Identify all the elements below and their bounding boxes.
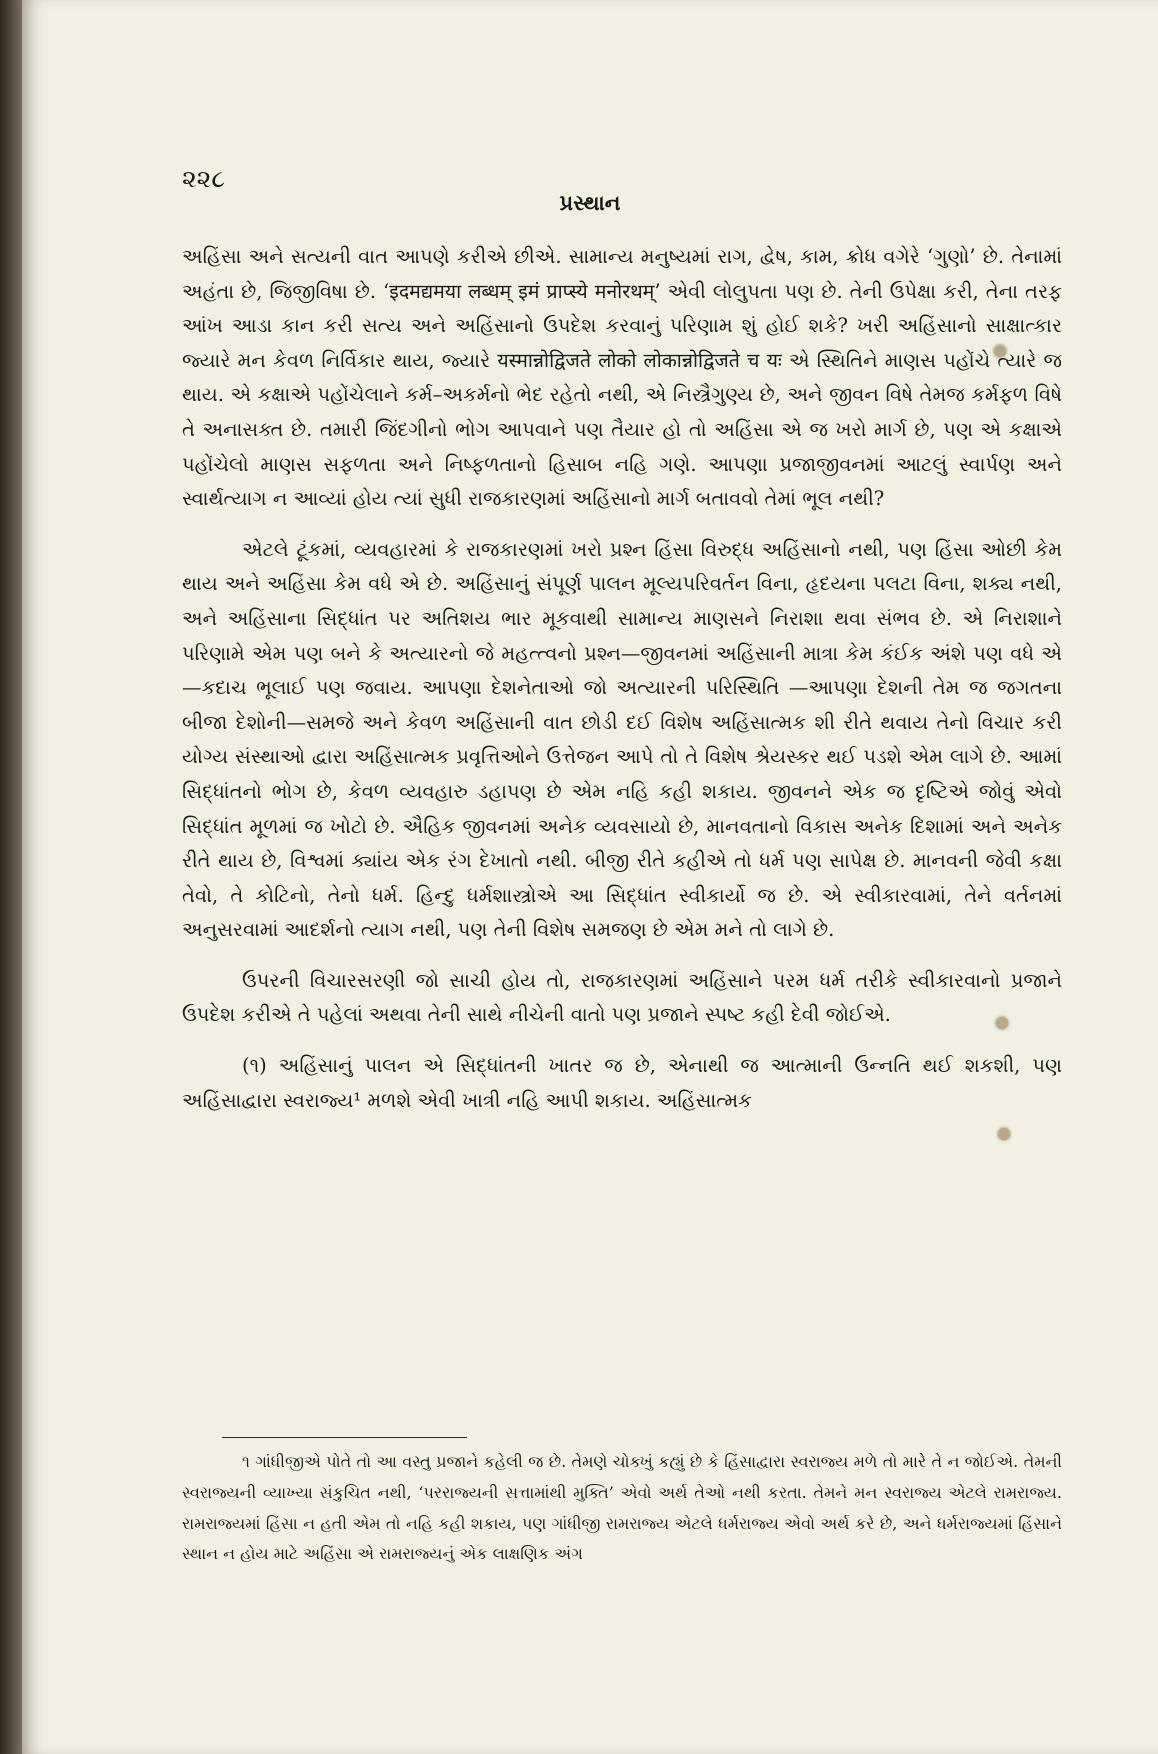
footnote: ૧ ગાંધીજીએ પોતે તો આ વસ્તુ પ્રજાને કહેલી જ છે. તેમણે ચોક્ખું કહ્યું છે કે હિંસાદ્વારા સ્વરાજ્ય મળે તો મારે તે ન જોઈએ. તેમની સ્વરાજ્યની વ્યાખ્યા સંકુચિત નથી, ‘પરરાજ્યની સત્તામાંથી મુક્તિ’ એવો અર્થ તેઓ નથી કરતા. તેમને મન સ્વરાજ્ય એટલે રામરાજ્ય. રામરાજ્યમાં હિંસા ન હતી એમ તો નહિ કહી શકાય, પણ ગાંધીજી રામરાજ્ય એટલે ધર્મરાજ્ય એવો અર્થ કરે છે, અને ધર્મરાજ્યમાં હિંસાને સ્થાન ન હોય માટે અહિંસા એ રામરાજ્યનું એક લાક્ષણિક અંગ	[182, 1452, 1062, 1564]
book-page	[22, 0, 1158, 1754]
paragraph-2: એટલે ટૂંકમાં, વ્યવહારમાં કે રાજકારણમાં ખરો પ્રશ્ન હિંસા વિરુદ્ધ અહિંસાનો નથી, પણ હિંસા ઓછી કેમ થાય અને અહિંસા કેમ વધે એ છે. અહિંસાનું સંપૂર્ણ પાલન મૂલ્યપરિવર્તન વિના, હૃદયના પલટા વિના, શક્ય નથી, અને અહિંસાના સિદ્ધાંત પર અતિશય ભાર મૂકવાથી સામાન્ય માણસને નિરાશા થવા સંભવ છે. એ નિરાશાને પરિણામે એમ પણ બને કે અત્યારનો જે મહત્ત્વનો પ્રશ્ન—જીવનમાં અહિંસાની માત્રા કેમ કંઈક અંશે પણ વધે એ—કદાચ ભૂલાઈ પણ જવાય. આપણા દેશનેતાઓ જો અત્યારની પરિસ્થિતિ —આપણા દેશની તેમ જ જગતના બીજા દેશોની—સમજે અને કેવળ અહિંસાની વાત છોડી દઈ વિશેષ અહિંસાત્મક શી રીતે થવાય તેનો વિચાર કરી યોગ્ય સંસ્થાઓ દ્વારા અહિંસાત્મક પ્રવૃત્તિઓને ઉત્તેજન આપે તો તે વિશેષ શ્રેયસ્કર થઈ પડશે એમ લાગે છે. આમાં સિદ્ધાંતનો ભોગ છે, કેવળ વ્યવહારુ ડહાપણ છે એમ નહિ કહી શકાય. જીવનને એક જ દૃષ્ટિએ જોવું એવો સિદ્ધાંત મૂળમાં જ ખોટો છે. ઐહિક જીવનમાં અનેક વ્યવસાયો છે, માનવતાનો વિકાસ અનેક દિશામાં અને અનેક રીતે થાય છે, વિશ્વમાં ક્યાંય એક રંગ દેખાતો નથી. બીજી રીતે કહીએ તો ધર્મ પણ સાપેક્ષ છે. માનવની જેવી કક્ષા તેવો, તે કોટિનો, તેનો ધર્મ. હિન્દુ ધર્મશાસ્ત્રોએ આ સિદ્ધાંત સ્વીકાર્યો જ છે. એ સ્વીકારવામાં, તેને વર્તનમાં અનુસરવામાં આદર્શનો ત્યાગ નથી, પણ તેની વિશેષ સમજણ છે એમ મને તો લાગે છે.	[182, 537, 1062, 942]
paragraph-1: અહિંસા અને સત્યની વાત આપણે કરીએ છીએ. સામાન્ય મનુષ્યમાં રાગ, દ્વેષ, કામ, ક્રોધ વગેરે ‘ગુણો’ છે. તેનામાં અહંતા છે, જિજીવિષા છે. ‘इदमद्यमया लब्धम् इमं प्राप्स्ये मनोरथम्’ એવી લોલુપતા પણ છે. તેની ઉપેક્ષા કરી, તેના તરફ આંખ આડા કાન કરી સત્ય અને અહિંસાનો ઉપદેશ કરવાનું પરિણામ શું હોઈ શકે? ખરી અહિંસાનો સાક્ષાત્કાર જ્યારે મન કેવળ નિર્વિકાર થાય, જ્યારે यस्मान्नोद्विजते लोको लोकान्नोद्विजते च यः એ સ્થિતિને માણસ પહોંચે ત્યારે જ થાય. એ કક્ષાએ પહોંચેલાને કર્મ–અકર્મનો ભેદ રહેતો નથી, એ નિસ્ત્રૈગુણ્ય છે, અને જીવન વિષે તેમજ કર્મફળ વિષે તે અનાસક્ત છે. તમારી જિંદગીનો ભોગ આપવાને પણ તૈયાર હો તો અહિંસા એ જ ખરો માર્ગ છે, પણ એ કક્ષાએ પહોંચેલો માણસ સફળતા અને નિષ્ફળતાનો હિસાબ નહિ ગણે. આપણા પ્રજાજીવનમાં આટલું સ્વાર્પણ અને સ્વાર્થત્યાગ ન આવ્યાં હોય ત્યાં સુધી રાજકારણમાં અહિંસાનો માર્ગ બતાવવો તેમાં ભૂલ નથી?	[182, 245, 1062, 511]
paragraph-4: (૧) અહિંસાનું પાલન એ સિદ્ધાંતની ખાતર જ છે, એનાથી જ આત્માની ઉન્નતિ થઈ શકશી, પણ અહિંસાદ્વારા સ્વરાજ્ય¹ મળશે એવી ખાત્રી નહિ આપી શકાય. અહિંસાત્મક	[182, 1054, 1062, 1112]
footnote-divider	[222, 1437, 467, 1438]
page-number: ૨૨૮	[182, 164, 226, 193]
paragraph-3: ઉપરની વિચારસરણી જો સાચી હોય તો, રાજકારણમાં અહિંસાને પરમ ધર્મ તરીકે સ્વીકારવાનો પ્રજાને ઉપદેશ કરીએ તે પહેલાં અથવા તેની સાથે નીચેની વાતો પણ પ્રજાને સ્પષ્ટ કહી દેવી જોઈએ.	[182, 968, 1062, 1027]
body-text	[182, 240, 1062, 1134]
book-binding-edge	[0, 0, 22, 1754]
running-head: પ્રસ્થાન	[559, 190, 621, 215]
